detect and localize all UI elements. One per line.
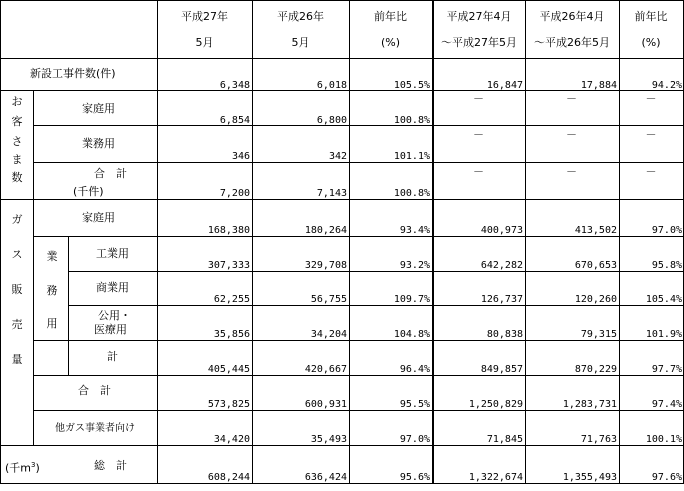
- label-cust-household: 家庭用: [82, 102, 115, 115]
- cell-gas-business-subtotal-4: 849,857: [480, 364, 523, 375]
- header-col4-line2: ～平成27年5月: [441, 36, 517, 49]
- cell-gas-commercial-4: 126,737: [480, 294, 523, 305]
- cell-gas-public-medical-1: 35,856: [213, 329, 250, 340]
- cell-gas-household-4: 400,973: [480, 225, 523, 236]
- cell-cust-business-1: 346: [231, 151, 250, 162]
- header-col5-line2: ～平成26年5月: [534, 36, 610, 49]
- label-customers-side-4: ま: [11, 153, 23, 166]
- cell-gas-other-1: 34,420: [213, 434, 250, 445]
- cell-cust-household-6: －: [645, 92, 657, 105]
- header-col3-line2: (%): [380, 36, 401, 49]
- header-col4-line1: 平成27年4月: [446, 10, 512, 23]
- cell-cust-total-1: 7,200: [219, 188, 250, 199]
- cell-gas-household-6: 97.0%: [651, 225, 682, 236]
- header-col6-line1: 前年比: [634, 10, 668, 23]
- cell-gas-public-medical-3: 104.8%: [393, 329, 430, 340]
- label-cust-business: 業務用: [82, 137, 115, 150]
- cell-gas-industrial-5: 670,653: [574, 260, 617, 271]
- cell-gas-public-medical-2: 34,204: [310, 329, 347, 340]
- header-col2-line1: 平成26年: [277, 10, 324, 23]
- cell-cust-business-2: 342: [328, 151, 347, 162]
- header-col1-line1: 平成27年: [181, 10, 228, 23]
- cell-new-construction-6: 94.2%: [651, 80, 682, 91]
- label-gas-side-2: ス: [11, 248, 23, 261]
- cell-gas-industrial-3: 93.2%: [399, 260, 430, 271]
- cell-gas-total-5: 1,283,731: [562, 399, 617, 410]
- cell-gas-other-5: 71,763: [580, 434, 617, 445]
- cell-gas-commercial-5: 120,260: [574, 294, 617, 305]
- cell-gas-commercial-2: 56,755: [310, 294, 347, 305]
- cell-gas-grand-total-4: 1,322,674: [468, 472, 523, 483]
- cell-gas-business-subtotal-2: 420,667: [304, 364, 347, 375]
- label-gas-side-4: 売: [11, 318, 23, 331]
- cell-gas-industrial-4: 642,282: [480, 260, 523, 271]
- label-gas-side-3: 販: [11, 283, 23, 296]
- cell-cust-household-1: 6,854: [219, 115, 250, 126]
- cell-gas-total-1: 573,825: [207, 399, 250, 410]
- cell-cust-business-4: －: [473, 128, 484, 141]
- cell-gas-other-3: 97.0%: [399, 434, 430, 445]
- cell-new-construction-5: 17,884: [580, 80, 617, 91]
- cell-gas-commercial-6: 105.4%: [645, 294, 682, 305]
- label-public-medical-2: 医療用: [94, 323, 127, 336]
- header-col3-line1: 前年比: [374, 10, 407, 23]
- cell-cust-business-3: 101.1%: [393, 151, 430, 162]
- label-gas-side-1: ガ: [11, 213, 23, 226]
- cell-gas-grand-total-6: 97.6%: [651, 472, 682, 483]
- label-gas-household: 家庭用: [82, 211, 115, 224]
- cell-gas-total-6: 97.4%: [651, 399, 682, 410]
- label-other-gas: 他ガス事業者向け: [55, 423, 135, 434]
- cell-gas-household-2: 180,264: [304, 225, 347, 236]
- label-business-subtotal: 計: [107, 350, 118, 363]
- cell-cust-total-4: －: [473, 165, 484, 178]
- cell-cust-household-3: 100.8%: [393, 115, 430, 126]
- label-gas-total: 合 計: [78, 384, 111, 397]
- cell-gas-business-subtotal-3: 96.4%: [399, 364, 430, 375]
- label-gas-side-5: 量: [11, 353, 23, 366]
- cell-cust-total-3: 100.8%: [393, 188, 430, 199]
- cell-cust-total-5: －: [566, 165, 577, 178]
- label-commercial: 商業用: [96, 281, 129, 294]
- cell-new-construction-1: 6,348: [219, 80, 250, 91]
- cell-gas-industrial-2: 329,708: [304, 260, 347, 271]
- label-business-side-3: 用: [46, 317, 58, 330]
- header-col5-line1: 平成26年4月: [539, 10, 605, 23]
- cell-gas-other-2: 35,493: [310, 434, 347, 445]
- label-industrial: 工業用: [96, 247, 129, 260]
- label-unit-m3: (千$m^3$): [5, 461, 40, 475]
- label-customers-side-5: 数: [11, 171, 23, 184]
- label-cust-total: 合 計: [94, 167, 127, 180]
- cell-cust-household-2: 6,800: [316, 115, 347, 126]
- label-thousand-units: (千件): [73, 185, 104, 198]
- label-customers-side-1: お: [11, 95, 23, 108]
- cell-new-construction-2: 6,018: [316, 80, 347, 91]
- cell-new-construction-4: 16,847: [486, 80, 523, 91]
- cell-gas-household-5: 413,502: [574, 225, 617, 236]
- label-new-construction: 新設工事件数(件): [30, 67, 116, 80]
- cell-gas-public-medical-4: 80,838: [486, 329, 523, 340]
- cell-gas-business-subtotal-1: 405,445: [207, 364, 250, 375]
- cell-gas-grand-total-2: 636,424: [304, 472, 347, 483]
- cell-cust-household-5: －: [566, 92, 577, 105]
- cell-gas-grand-total-5: 1,355,493: [562, 472, 617, 483]
- cell-gas-business-subtotal-5: 870,229: [574, 364, 617, 375]
- cell-gas-commercial-1: 62,255: [213, 294, 250, 305]
- label-public-medical-1: 公用・: [98, 309, 131, 322]
- cell-gas-public-medical-5: 79,315: [580, 329, 617, 340]
- cell-gas-total-2: 600,931: [304, 399, 347, 410]
- cell-gas-grand-total-1: 608,244: [207, 472, 250, 483]
- label-grand-total: 総 計: [94, 459, 127, 472]
- cell-cust-total-6: －: [645, 165, 657, 178]
- cell-gas-industrial-1: 307,333: [207, 260, 250, 271]
- cell-gas-public-medical-6: 101.9%: [645, 329, 682, 340]
- cell-gas-industrial-6: 95.8%: [651, 260, 682, 271]
- label-customers-side-2: 客: [11, 115, 23, 128]
- cell-gas-commercial-3: 109.7%: [393, 294, 430, 305]
- cell-gas-other-4: 71,845: [486, 434, 523, 445]
- label-business-side-1: 業: [46, 250, 58, 263]
- cell-gas-total-4: 1,250,829: [468, 399, 523, 410]
- cell-gas-total-3: 95.5%: [399, 399, 430, 410]
- cell-gas-other-6: 100.1%: [645, 434, 682, 445]
- header-col6-line2: (%): [641, 36, 661, 49]
- cell-cust-business-5: －: [566, 128, 577, 141]
- cell-gas-household-1: 168,380: [207, 225, 250, 236]
- cell-gas-grand-total-3: 95.6%: [399, 472, 430, 483]
- cell-cust-total-2: 7,143: [316, 188, 347, 199]
- label-customers-side-3: さ: [11, 135, 23, 148]
- cell-gas-household-3: 93.4%: [399, 225, 430, 236]
- cell-cust-household-4: －: [473, 92, 484, 105]
- cell-cust-business-6: －: [645, 128, 657, 141]
- cell-gas-business-subtotal-6: 97.7%: [651, 364, 682, 375]
- header-col2-line2: 5月: [291, 36, 310, 49]
- cell-new-construction-3: 105.5%: [393, 80, 430, 91]
- label-business-side-2: 務: [46, 284, 58, 297]
- header-col1-line2: 5月: [195, 36, 214, 49]
